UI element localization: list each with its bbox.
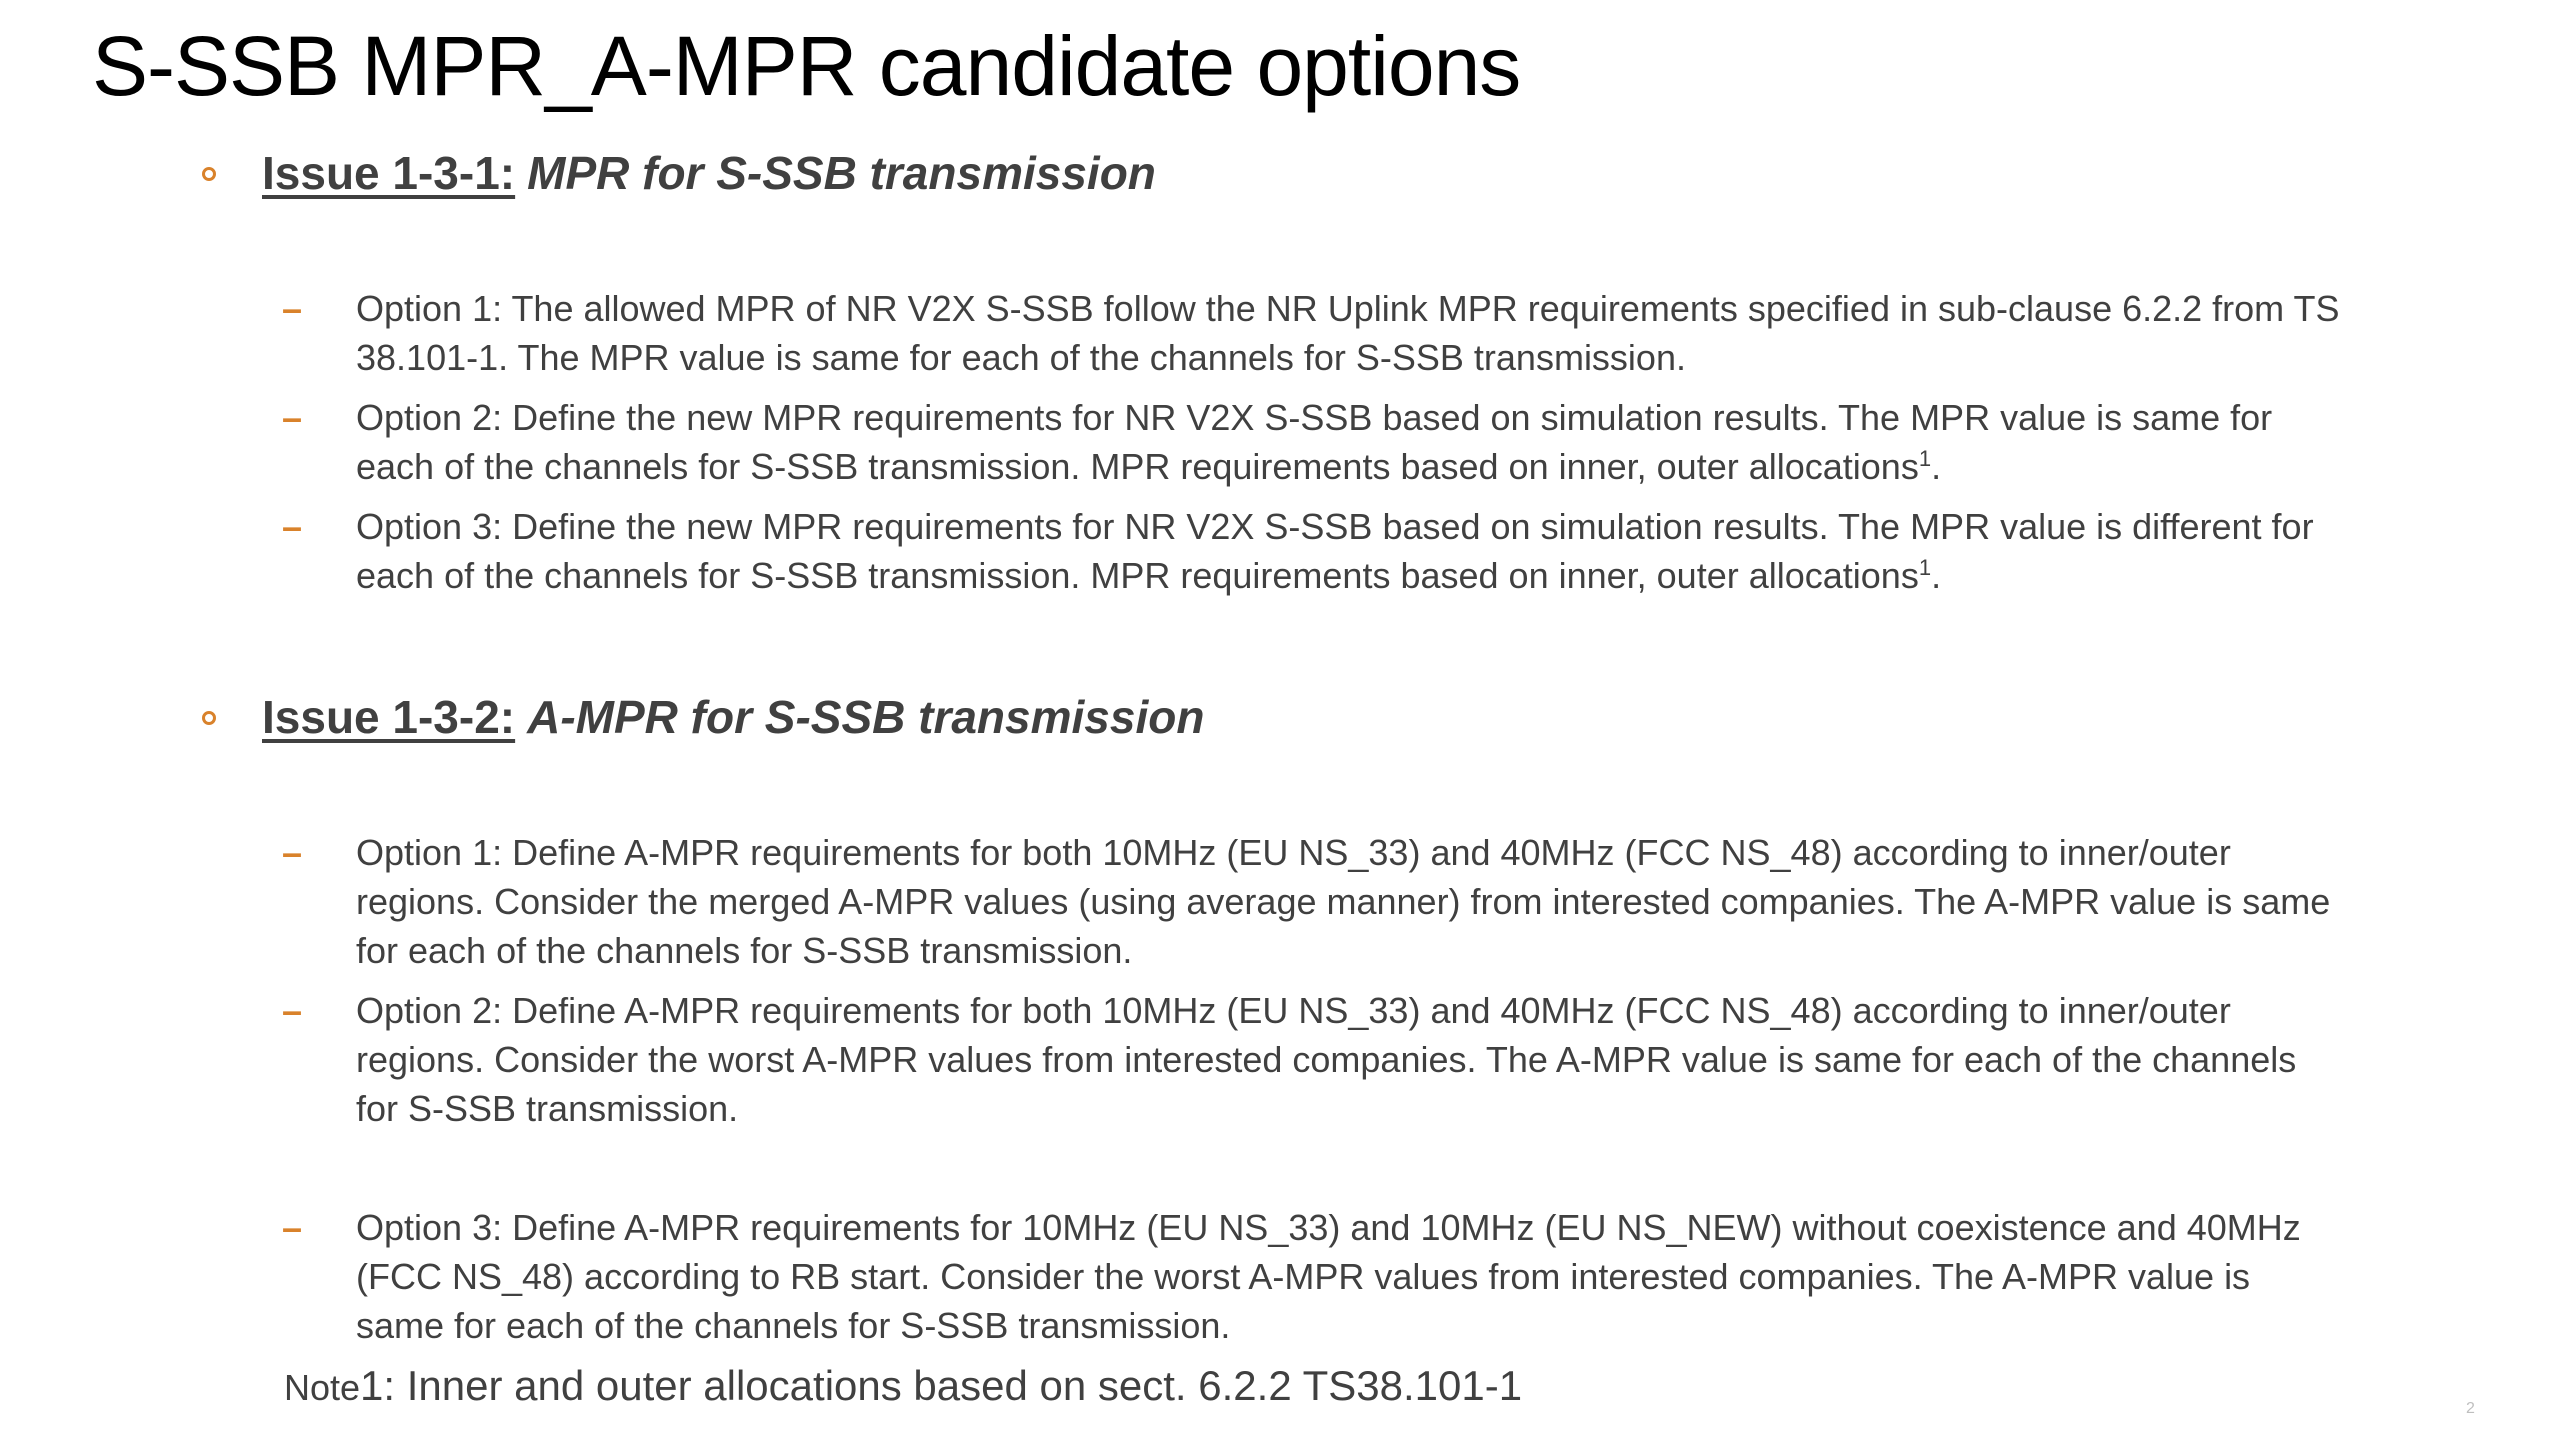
- dash-bullet-icon: –: [282, 506, 303, 547]
- issue-heading-1-3-1: [202, 146, 1156, 200]
- footnote-marker: 1: [1918, 555, 1932, 580]
- dash-bullet-icon: –: [282, 1207, 303, 1248]
- issue-heading-1-3-2: [202, 690, 1204, 744]
- circle-bullet-icon: [202, 167, 216, 181]
- issue-id: Issue 1-3-1:: [262, 147, 516, 199]
- issue-id: Issue 1-3-2:: [262, 691, 516, 743]
- issue-1-option-1: [282, 284, 2342, 382]
- dash-bullet-icon: –: [282, 397, 303, 438]
- issue-2-option-2: [282, 986, 2342, 1133]
- issue-2-option-1: [282, 828, 2342, 975]
- dash-bullet-icon: –: [282, 990, 303, 1031]
- issue-2-option-3: [282, 1203, 2342, 1350]
- page-number: 2: [2466, 1400, 2475, 1417]
- issue-topic: MPR for S-SSB transmission: [527, 147, 1156, 199]
- issue-1-option-2: [282, 393, 2342, 491]
- option-text: Option 3: Define A-MPR requirements for 10MHz (EU NS_33) and 10MHz (EU NS_NEW) without coexistence and 40MHz (FCC NS_48) according to RB start. Consider the worst A-MPR values from interested companies. The A-MPR value is same for each of the channels for S-SSB transmission.: [356, 1207, 2301, 1346]
- issue-topic: A-MPR for S-SSB transmission: [527, 691, 1205, 743]
- footnote-prefix: Note: [284, 1367, 361, 1408]
- footnote: [284, 1362, 1522, 1410]
- option-text: Option 3: Define the new MPR requirements for NR V2X S-SSB based on simulation results. The MPR value is different for each of the channels for S-SSB transmission. MPR requirements based on inner, outer allocations$^1$.: [356, 506, 2314, 596]
- circle-bullet-icon: [202, 711, 216, 725]
- option-text: Option 1: Define A-MPR requirements for both 10MHz (EU NS_33) and 40MHz (FCC NS_48) according to inner/outer regions. Consider the merged A-MPR values (using average manner) from interested companies. The A-MPR value is same for each of the channels for S-SSB transmission.: [356, 832, 2331, 971]
- dash-bullet-icon: –: [282, 288, 303, 329]
- footnote-marker: 1: [1918, 446, 1932, 471]
- issue-1-option-3: [282, 502, 2342, 600]
- option-text: Option 1: The allowed MPR of NR V2X S-SSB follow the NR Uplink MPR requirements specified in sub-clause 6.2.2 from TS 38.101-1. The MPR value is same for each of the channels for S-SSB transmission.: [356, 288, 2340, 378]
- option-text: Option 2: Define the new MPR requirements for NR V2X S-SSB based on simulation results. The MPR value is same for each of the channels for S-SSB transmission. MPR requirements based on inner, outer allocations$^1$.: [356, 397, 2273, 487]
- slide-title: S-SSB MPR_A-MPR candidate options: [92, 19, 1521, 113]
- option-text: Option 2: Define A-MPR requirements for both 10MHz (EU NS_33) and 40MHz (FCC NS_48) according to inner/outer regions. Consider the worst A-MPR values from interested companies. The A-MPR value is same for each of the channels for S-SSB transmission.: [356, 990, 2297, 1129]
- dash-bullet-icon: –: [282, 832, 303, 873]
- footnote-text: 1: Inner and outer allocations based on sect. 6.2.2 TS38.101-1: [360, 1362, 1523, 1409]
